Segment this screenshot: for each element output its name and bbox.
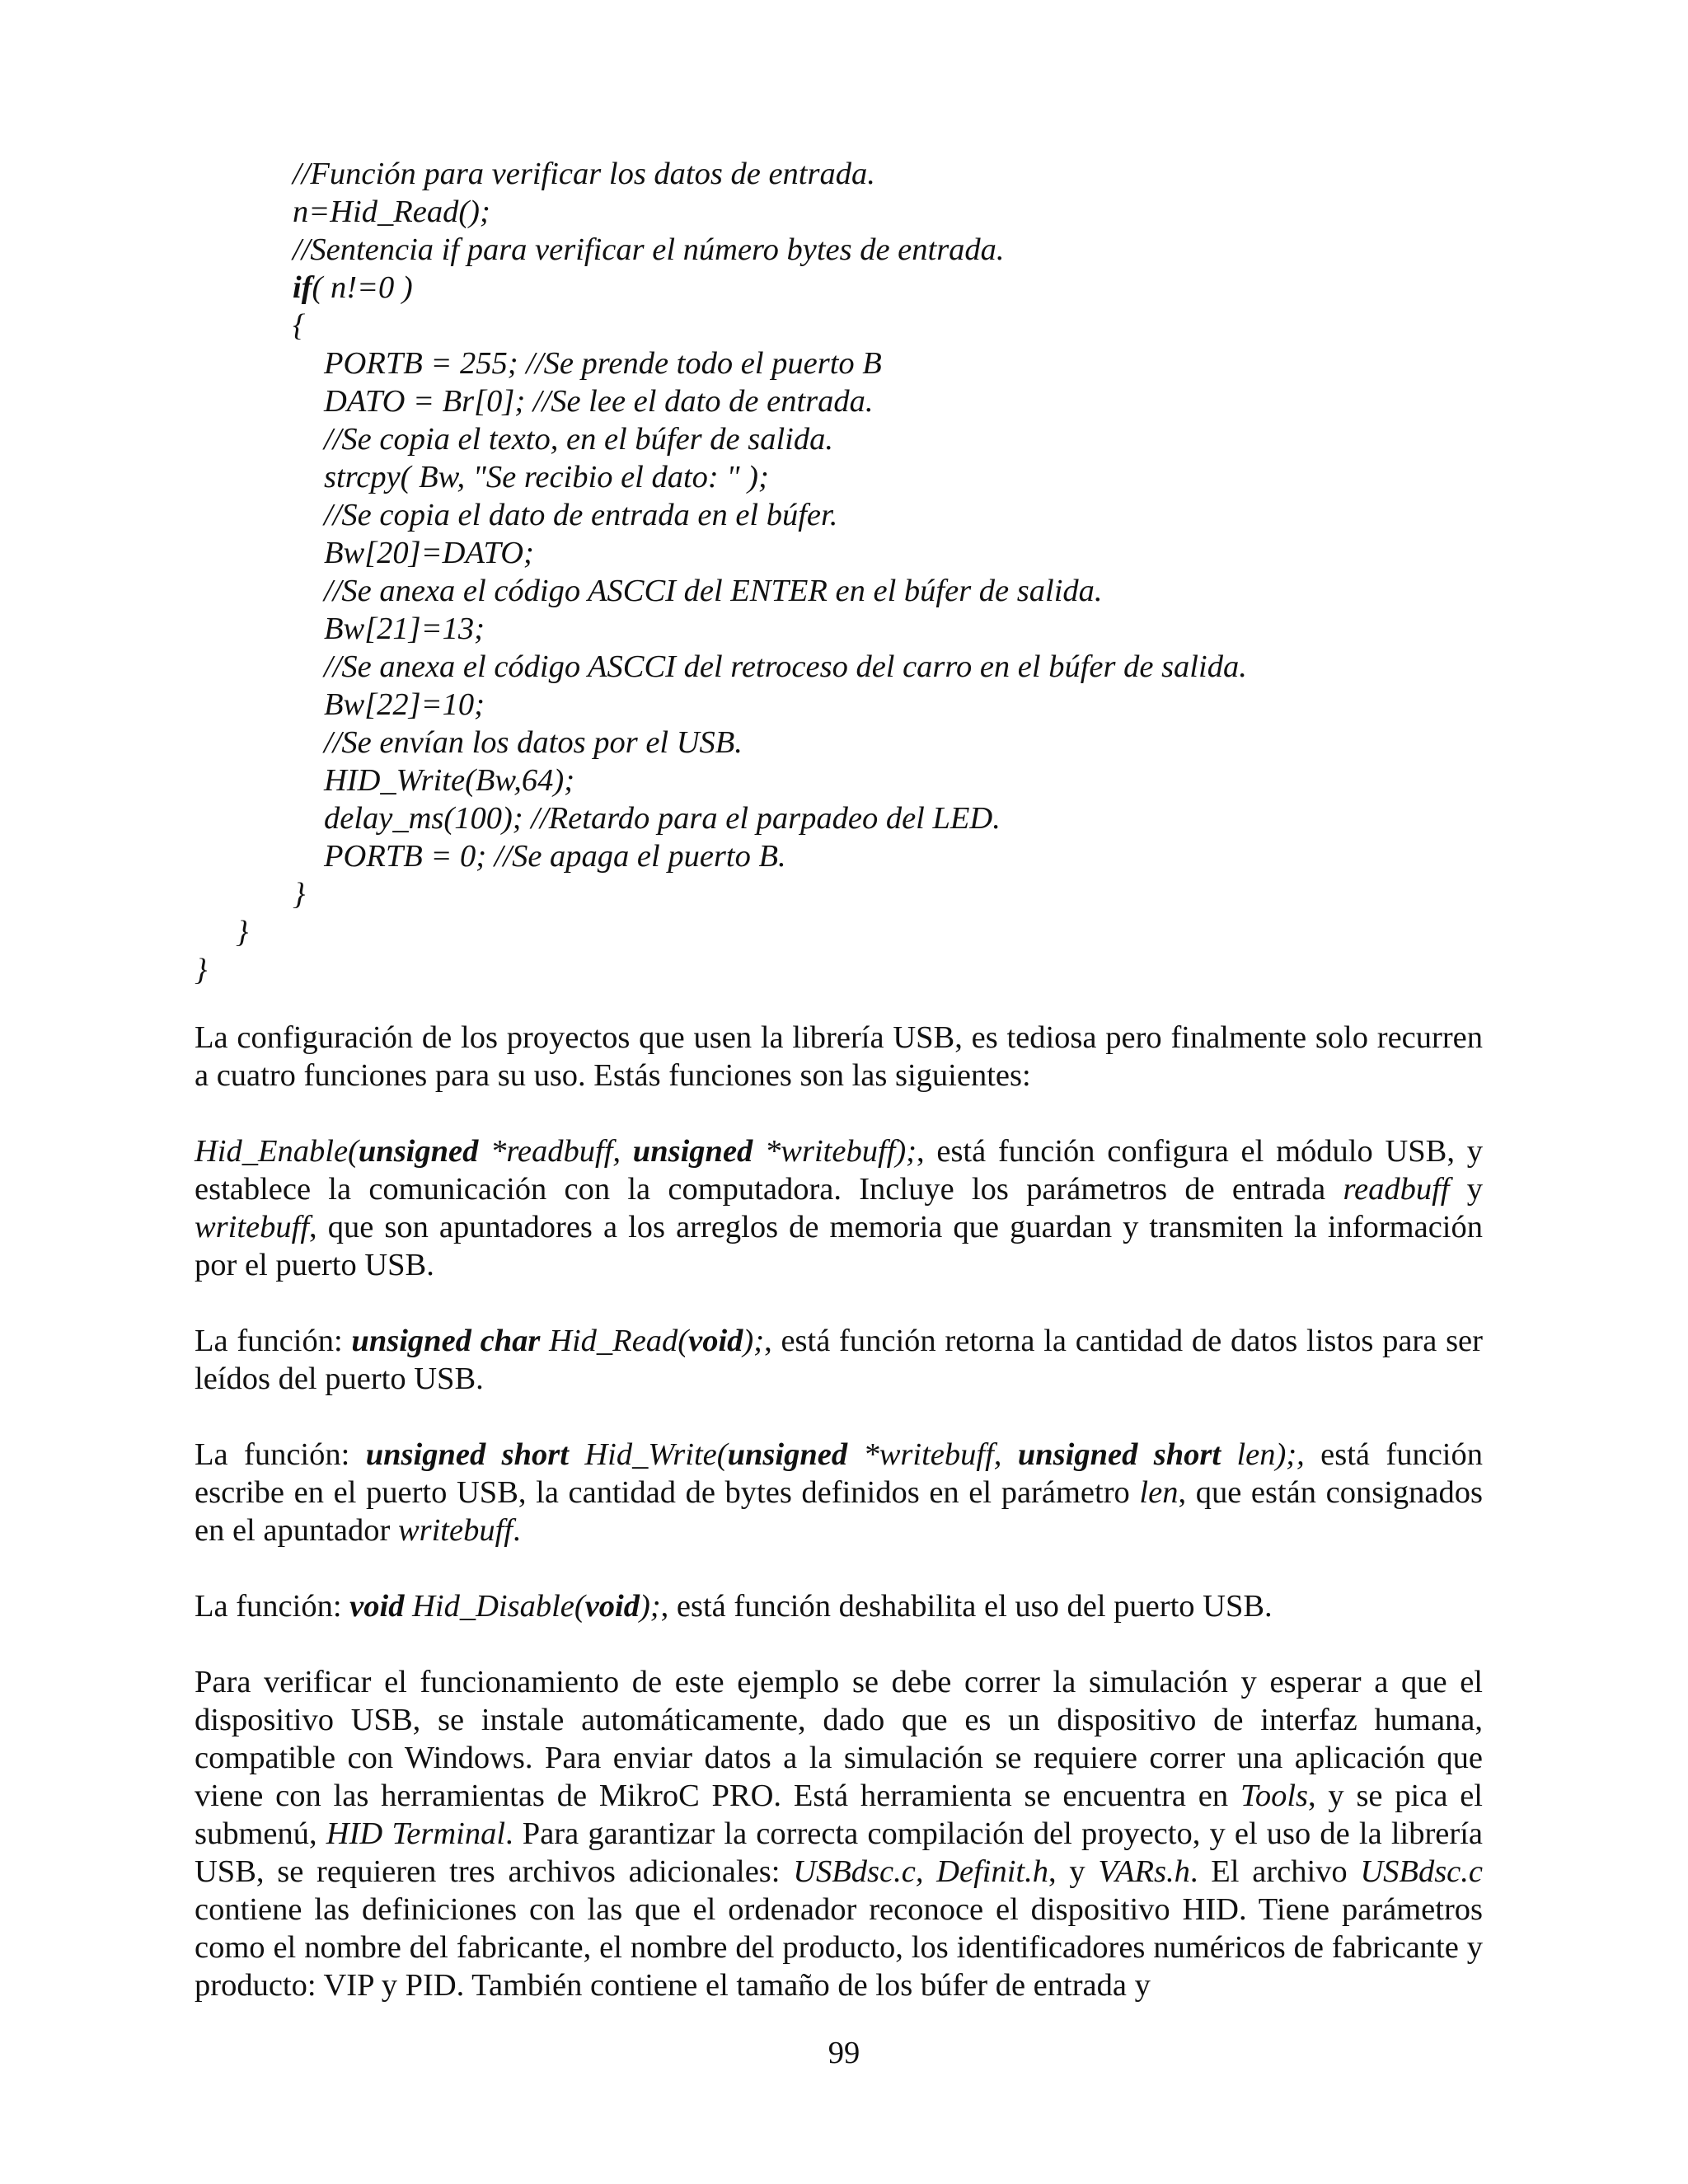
- code-line: //Se envían los datos por el USB.: [324, 725, 743, 760]
- code-line: Bw[20]=DATO;: [324, 536, 534, 570]
- code-close-brace: }: [293, 877, 306, 912]
- code-if-condition: ( n!=0 ): [312, 270, 413, 305]
- code-line: //Se anexa el código ASCCI del retroceso del carro en el búfer de salida.: [324, 649, 1247, 684]
- paragraph-hid-enable: Hid_Enable(unsigned *readbuff, unsigned *writebuff);, está función configura el módulo USB, y establece la comunicación con la computadora. Incluye los parámetros de entrada readbuff y writebuff, que son apuntadores a los arreglos de memoria que guardan y transmiten la información por el puerto USB.: [195, 1134, 1484, 1282]
- paragraph-verification: Para verificar el funcionamiento de este ejemplo se debe correr la simulación y esperar a que el dispositivo USB, se instale automáticamente, dado que es un dispositivo de interfaz humana, compatible con Windows. Para enviar datos a la simulación se requiere correr una aplicación que viene con las herramientas de MikroC PRO. Está herramienta se encuentra en Tools, y se pica el submenú, HID Terminal. Para garantizar la correcta compilación del proyecto, y el uso de la librería USB, se requieren tres archivos adicionales: USBdsc.c, Definit.h, y VARs.h. El archivo USBdsc.c contiene las definiciones con las que el ordenador reconoce el dispositivo HID. Tiene parámetros como el nombre del fabricante, el nombre del producto, los identificadores numéricos de fabricante y producto: VIP y PID. También contiene el tamaño de los búfer de entrada y: [195, 1665, 1484, 2003]
- code-hid-read: n=Hid_Read();: [293, 194, 490, 229]
- paragraph-hid-write: La función: unsigned short Hid_Write(unsigned *writebuff, unsigned short len);, está función escribe en el puerto USB, la cantidad de bytes definidos en el parámetro len, que están consignados en el apuntador writebuff.: [195, 1437, 1484, 1548]
- code-if-keyword: if: [293, 270, 312, 305]
- code-line: PORTB = 255; //Se prende todo el puerto B: [324, 346, 882, 381]
- code-if-statement: [293, 269, 413, 307]
- paragraph-hid-disable: La función: void Hid_Disable(void);, está función deshabilita el uso del puerto USB.: [195, 1589, 1273, 1624]
- code-close-brace: }: [195, 953, 208, 987]
- code-comment-function: //Función para verificar los datos de entrada.: [293, 157, 875, 191]
- code-line: //Se anexa el código ASCCI del ENTER en el búfer de salida.: [324, 574, 1103, 608]
- code-line: strcpy( Bw, "Se recibio el dato: " );: [324, 460, 769, 494]
- paragraph-hid-read: La función: unsigned char Hid_Read(void);, está función retorna la cantidad de datos listos para ser leídos del puerto USB.: [195, 1324, 1483, 1396]
- code-line: //Se copia el texto, en el búfer de salida.: [324, 422, 833, 457]
- code-close-brace: }: [236, 915, 249, 949]
- paragraph-intro: La configuración de los proyectos que usen la librería USB, es tediosa pero finalmente solo recurren a cuatro funciones para su uso. Estás funciones son las siguientes:: [195, 1020, 1483, 1093]
- code-open-brace: {: [293, 308, 306, 343]
- code-comment-if: //Sentencia if para verificar el número bytes de entrada.: [293, 232, 1005, 267]
- code-line: HID_Write(Bw,64);: [324, 763, 575, 798]
- code-line: Bw[22]=10;: [324, 687, 485, 722]
- page-number: 99: [828, 2036, 860, 2070]
- code-line: Bw[21]=13;: [324, 612, 485, 646]
- code-line: PORTB = 0; //Se apaga el puerto B.: [324, 839, 786, 874]
- code-line: DATO = Br[0]; //Se lee el dato de entrada.: [324, 384, 874, 419]
- code-line: delay_ms(100); //Retardo para el parpadeo del LED.: [324, 801, 1001, 836]
- code-line: //Se copia el dato de entrada en el búfer.: [324, 498, 838, 532]
